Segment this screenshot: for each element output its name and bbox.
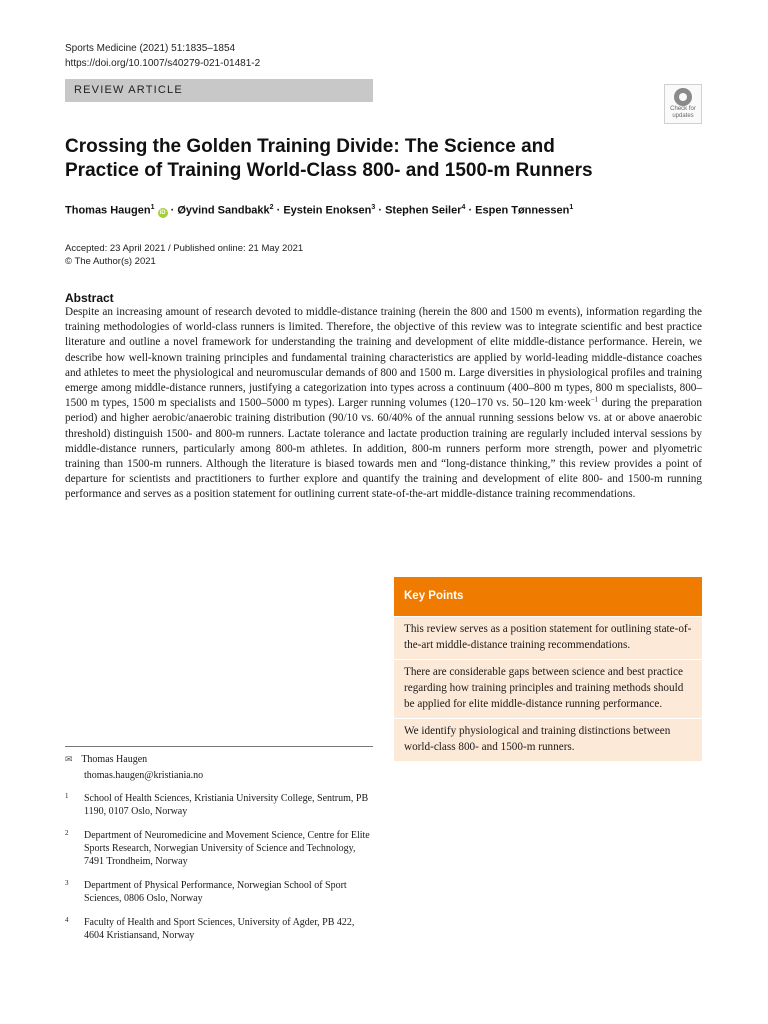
affiliation-number: 3 — [65, 879, 69, 887]
journal-header — [65, 41, 260, 71]
update-check-icon — [674, 88, 692, 106]
publication-dates — [65, 242, 303, 268]
author-affiliation-ref: 4 — [461, 204, 466, 211]
contact-name: Thomas Haugen — [81, 754, 148, 765]
key-point-item: This review serves as a position statement for outlining state-of-the-art middle-distance training recommendations. — [394, 616, 702, 659]
affiliation-number: 1 — [65, 792, 69, 800]
check-for-updates-badge[interactable] — [664, 84, 702, 124]
affiliation-number: 2 — [65, 829, 69, 837]
affiliation-text: School of Health Sciences, Kristiania University College, Sentrum, PB 1190, 0107 Oslo, Norway — [84, 793, 369, 817]
abstract-text-part-1: Despite an increasing amount of research devoted to middle-distance training (herein the 800 and 1500 m events), information regarding the training methodologies of world-class runners is limited. Therefore, the objective of this review was to integrate scientific and best practice literature and outline a novel framework for understanding the training and development of elite middle-distance performance. Herein, we describe how well-known training principles and fundamental training characteristics are applied by world-leading middle-distance coaches and athletes to meet the physiological and neuromuscular demands of 800 and 1500 m. Large diversities in physiological profiles and training emerge among middle-distance runners, justifying a categorization into types across a continuum (400–800 m types, 800 m specialists, 800–1500 m types, 1500 m specialists and 1500–5000 m types). Larger running volumes (120–170 vs. 50–120 km·week — [65, 306, 702, 410]
author-affiliation-ref: 3 — [371, 204, 376, 211]
author-affiliation-ref: 1 — [150, 204, 155, 211]
copyright-notice: © The Author(s) 2021 — [65, 256, 156, 267]
contact-email[interactable]: thomas.haugen@kristiania.no — [84, 770, 204, 781]
corresponding-author — [65, 752, 203, 783]
abstract-text-part-2: during the preparation period) and higher aerobic/anaerobic training distribution (90/10 vs. 60/40% of the annual running sessions below vs. at or above anaerobic threshold) distinguish 1500- and 800-m runners. Lactate tolerance and lactate production training are regularly included interval sessions by middle-distance runners, particularly among 800-m athletes. In addition, 800-m runners perform more strength, power and plyometric training than 1500-m runners. Although the literature is biased towards men and “long-distance thinking,” this review provides a point of departure for scientists and practitioners to further explore and quantify the training and development of elite 800- and 1500-m running performance and serves as a position statement for outlining current state-of-the-art middle-distance training recommendations. — [65, 397, 702, 501]
key-point-item: We identify physiological and training distinctions between world-class 800- and 1500-m runners. — [394, 718, 702, 761]
author-affiliation-ref: 2 — [269, 204, 274, 211]
affiliation-number: 4 — [65, 916, 69, 924]
author-name[interactable]: Stephen Seiler — [385, 204, 462, 217]
author-name[interactable]: Thomas Haugen — [65, 204, 151, 217]
affiliation-item — [65, 829, 375, 868]
abstract-superscript: −1 — [590, 395, 599, 404]
article-type-banner: REVIEW ARTICLE — [65, 79, 373, 102]
author-name[interactable]: Øyvind Sandbakk — [177, 204, 270, 217]
doi-link[interactable]: https://doi.org/10.1007/s40279-021-01481-2 — [65, 58, 261, 69]
orcid-icon[interactable]: iD — [159, 209, 166, 216]
accepted-published-dates: Accepted: 23 April 2021 / Published online: 21 May 2021 — [65, 243, 304, 254]
envelope-icon: ✉ — [65, 755, 73, 765]
affiliation-text: Department of Neuromedicine and Movement Science, Centre for Elite Sports Research, Norwegian University of Science and Technology, 7491 Trondheim, Norway — [84, 830, 370, 867]
key-points-heading: Key Points — [394, 577, 702, 616]
author-name[interactable]: Eystein Enoksen — [283, 204, 372, 217]
author-list: Thomas Haugen$^1$ iD · Øyvind Sandbakk$^2$ · Eystein Enoksen$^3$ · Stephen Seiler$^4$ · Espen Tønnessen$^1$ — [65, 204, 574, 217]
affiliation-item — [65, 916, 375, 942]
affiliation-text: Faculty of Health and Sport Sciences, University of Agder, PB 422, 4604 Kristiansand, Norway — [84, 917, 355, 941]
author-name[interactable]: Espen Tønnessen — [475, 204, 570, 217]
footnote-divider — [65, 746, 373, 747]
abstract-body — [65, 305, 702, 503]
article-title: Crossing the Golden Training Divide: The Science and Practice of Training World-Class 800- and 1500-m Runners — [65, 136, 593, 181]
badge-line-1: Check for — [670, 106, 696, 112]
affiliation-text: Department of Physical Performance, Norwegian School of Sport Sciences, 0806 Oslo, Norway — [84, 880, 347, 904]
badge-line-2: updates — [672, 113, 694, 119]
key-points-box — [394, 577, 702, 761]
key-point-item: There are considerable gaps between science and best practice regarding how training principles and training methods should be applied for elite middle-distance running performance. — [394, 659, 702, 718]
affiliations-list — [65, 792, 375, 953]
affiliation-item — [65, 792, 375, 818]
journal-citation: Sports Medicine (2021) 51:1835–1854 — [65, 43, 236, 54]
affiliation-item — [65, 879, 375, 905]
author-affiliation-ref: 1 — [569, 204, 574, 211]
abstract-heading: Abstract — [65, 291, 114, 305]
